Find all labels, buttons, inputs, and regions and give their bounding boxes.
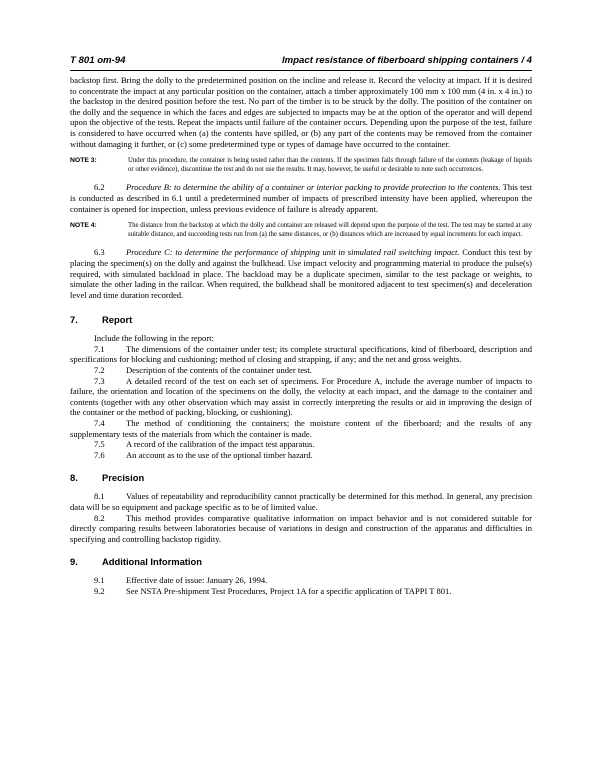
item-8-1-number: 8.1 xyxy=(94,491,105,502)
item-7-4 xyxy=(70,418,532,439)
item-9-1 xyxy=(70,575,532,586)
document-body xyxy=(70,75,532,597)
item-8-2-text: This method provides comparative qualitative information on impact behavior and is not considered suitable for directly comparing results between laboratories because of variations in design and construction of the apparatus and difficulties in specifying and controlling backstop rigidity. xyxy=(70,512,532,544)
note-3-text: Under this procedure, the container is being tested rather than the contents. If the specimen fails through failure of the contents (leakage of liquids or other evidence), discontinue the test and do not use the results. It may, however, be useful or desirable to note such occurrences. xyxy=(128,157,532,173)
p63-text: Conduct this test by placing the specimen(s) on the dolly and against the bulkhead. Use impact velocity and programming material to produce the pulse(s) required, with simulated backload in place. The backload may be a duplicate specimen, similar to the test package or weights, to simulate the other lading in the railcar. When required, the bulkhead shall be monitored adjacent to test specimen(s) and deceleration level and time duration recorded. xyxy=(70,247,532,300)
header-title: Impact resistance of fiberboard shipping containers / 4 xyxy=(281,55,532,66)
item-8-2-number: 8.2 xyxy=(94,512,105,523)
running-header xyxy=(70,55,532,66)
note-4 xyxy=(70,222,532,239)
item-9-2 xyxy=(70,586,532,597)
item-7-6-number: 7.6 xyxy=(94,449,105,460)
item-7-6-text: An account as to the use of the optional timber hazard. xyxy=(126,449,313,460)
item-7-2-text: Description of the contents of the container under test. xyxy=(126,365,312,376)
item-7-5-number: 7.5 xyxy=(94,439,105,450)
item-7-5-text: A record of the calibration of the impact test apparatus. xyxy=(126,439,315,450)
item-8-2 xyxy=(70,513,532,545)
item-7-1-text: The dimensions of the container under test; its complete structural specifications, kind of fiberboard, description and specifications for blocking and cushioning; method of closing and strapping, if any; and the net and gross weights. xyxy=(70,343,532,365)
item-7-1 xyxy=(70,344,532,365)
item-7-1-number: 7.1 xyxy=(94,343,105,354)
p62-text: This test is conducted as described in 6.1 until a predetermined number of impacts of prescribed intensity have been applied, whereupon the container is opened for inspection, unless previous evidence of failure is already apparent. xyxy=(70,182,532,214)
note-4-text: The distance from the backstop at which the dolly and container are released will depend upon the purpose of the test. The test may be started at any suitable distance, and succeeding tests run from (a) the same distances, or (b) distances which are increased by equal increments for each impact. xyxy=(128,222,532,238)
item-8-1-text: Values of repeatability and reproducibility cannot practically be determined for this method. In general, any precision data will be so equipment and package specific as to be of limited value. xyxy=(70,491,532,512)
item-9-2-text: See NSTA Pre-shipment Test Procedures, Project 1A for a specific application of TAPPI T 801. xyxy=(126,585,452,596)
section-9-title: Additional Information xyxy=(102,556,202,568)
item-8-1 xyxy=(70,491,532,512)
header-doc-id: T 801 om-94 xyxy=(70,55,126,66)
note-4-label: NOTE 4: xyxy=(70,222,97,230)
p62-number: 6.2 xyxy=(94,182,105,193)
paragraph-6-3 xyxy=(70,247,532,300)
item-7-2 xyxy=(70,365,532,376)
p63-number: 6.3 xyxy=(94,247,105,258)
paragraph-6-2 xyxy=(70,182,532,214)
section-9-number: 9. xyxy=(70,556,78,568)
item-9-1-text: Effective date of issue: January 26, 1994. xyxy=(126,575,268,586)
section-7-title: Report xyxy=(102,314,133,326)
item-7-3-number: 7.3 xyxy=(94,375,105,386)
section-8-heading xyxy=(70,472,532,483)
section-7-lead: Include the following in the report: xyxy=(94,333,214,344)
item-7-3-text: A detailed record of the test on each set of specimens. For Procedure A, include the average number of impacts to failure, the orientation and location of the specimens on the dolly, the velocity at each impact, and the damage to the container and contents (together with any other observation which may assist in correctly interpreting the results or aid in improving the design of the container or the method of packing, blocking, or cushioning). xyxy=(70,375,532,418)
item-7-5 xyxy=(70,439,532,450)
intro-paragraph: backstop first. Bring the dolly to the predetermined position on the incline and release it. Record the velocity at impact. If it is desired to concentrate the impact at any particular position on the container, attach a timber approximately 100 mm x 100 mm (4 in. x 4 in.) to the backstop in the desired position before the test. No part of the timber is to be struck by the dolly. The position of the container on the dolly and the sequence in which the faces and edges are subjected to impacts may be at the option of the operator and will depend upon the objective of the tests. Repeat the impacts until failure of the container occurs. Depending upon the purpose of the test, failure is considered to have occurred when (a) the contents have spilled, or (b) any part of the contents may be removed from the container without damaging it further, or (c) some predetermined type or types of damage have occurred to the container. xyxy=(70,75,532,149)
p63-heading: Procedure C: to determine the performance of shipping unit in simulated rail switching impact. xyxy=(126,247,460,258)
section-7-number: 7. xyxy=(70,314,78,326)
header-rule xyxy=(70,70,532,71)
item-7-6 xyxy=(70,450,532,461)
p62-heading: Procedure B: to determine the ability of a container or interior packing to provide protection to the contents. xyxy=(126,182,501,193)
item-7-3 xyxy=(70,376,532,418)
note-3-label: NOTE 3: xyxy=(70,157,97,165)
item-7-2-number: 7.2 xyxy=(94,365,105,376)
item-9-2-number: 9.2 xyxy=(94,585,105,596)
item-9-1-number: 9.1 xyxy=(94,575,105,586)
item-7-4-text: The method of conditioning the containers; the moisture content of the fiberboard; and the results of any supplementary tests of the materials from which the container is made. xyxy=(70,418,532,439)
note-3 xyxy=(70,157,532,174)
section-9-heading xyxy=(70,556,532,567)
section-8-title: Precision xyxy=(102,472,145,484)
section-8-number: 8. xyxy=(70,472,78,484)
item-7-4-number: 7.4 xyxy=(94,418,105,429)
section-7-heading xyxy=(70,314,532,325)
